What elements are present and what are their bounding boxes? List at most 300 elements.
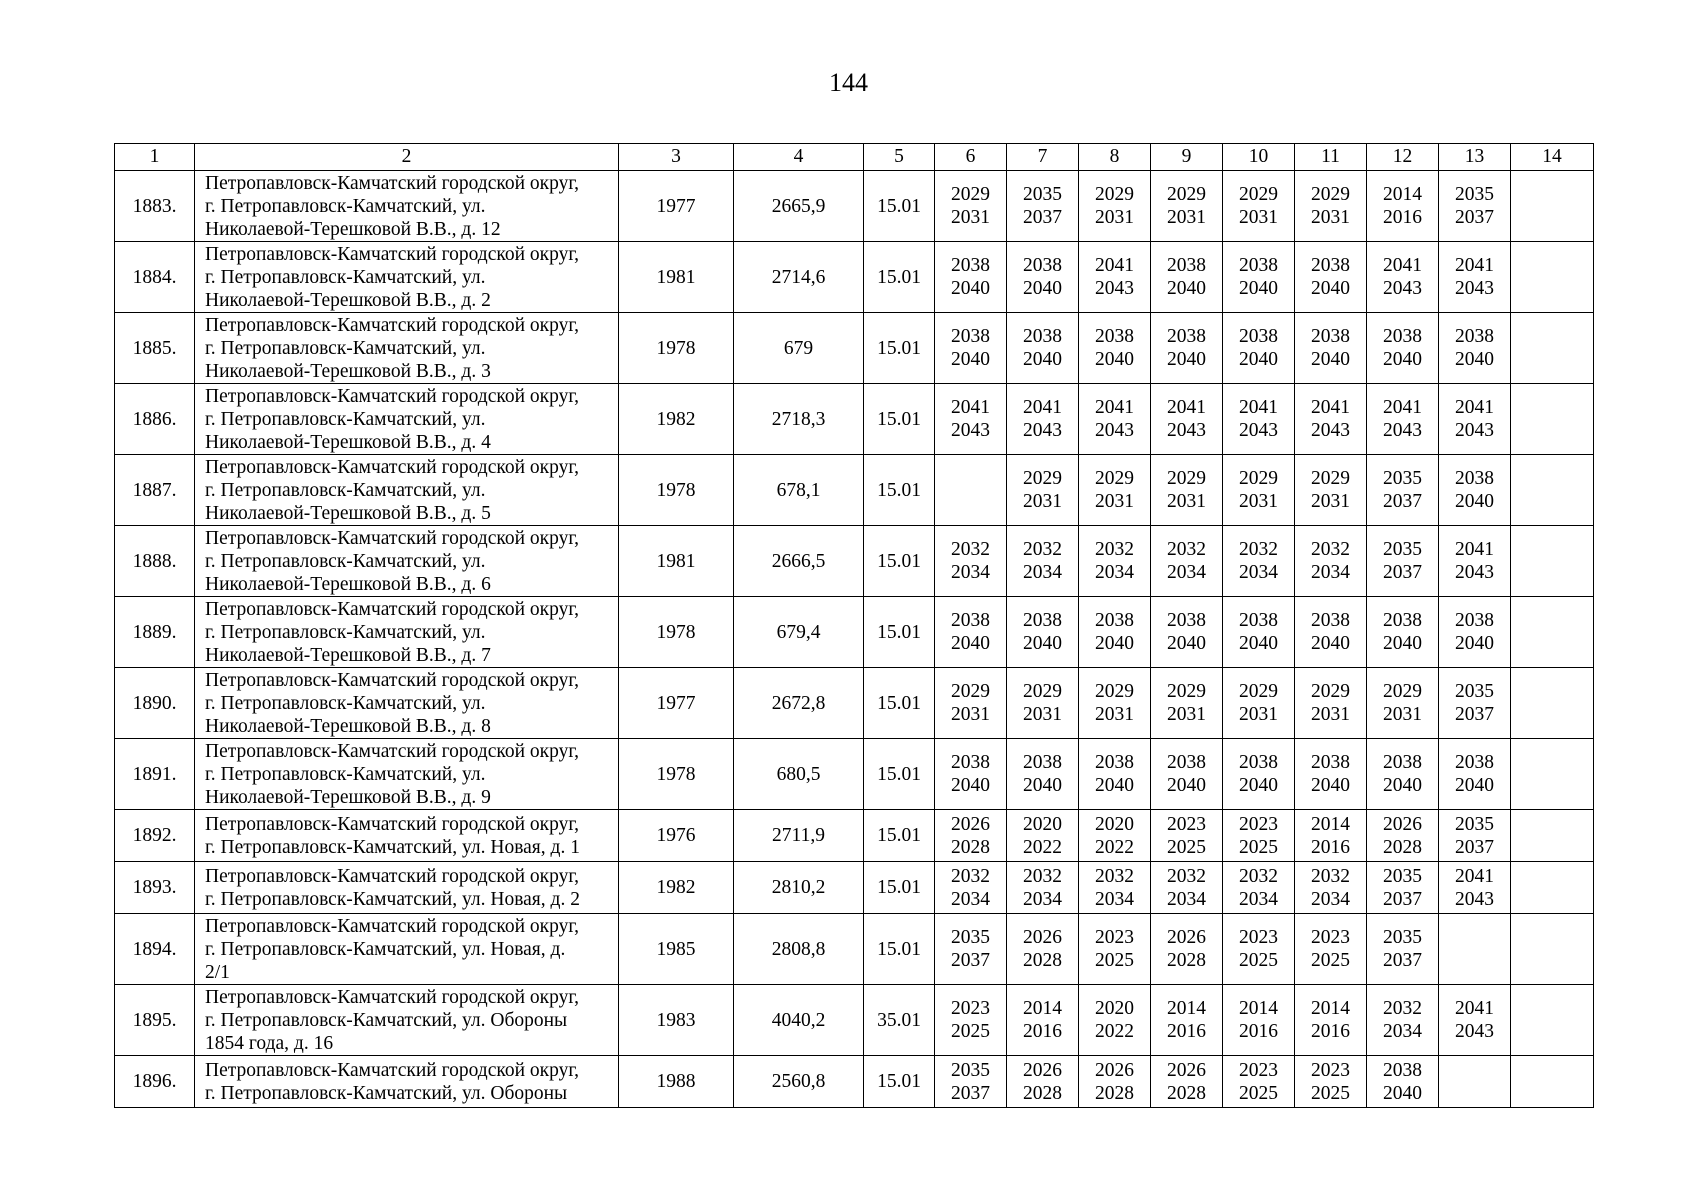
period-start: 2038: [951, 255, 990, 276]
address-cell: Петропавловск-Камчатский городской округ, г. Петропавловск-Камчатский, ул. Николаевой-Терешковой В.В., д. 12: [195, 171, 619, 242]
period-start: 2035: [1455, 184, 1494, 205]
period-start: 2035: [1455, 681, 1494, 702]
period-start: 2038: [1095, 326, 1134, 347]
period-cell: [1223, 668, 1295, 739]
column-header-6: 6: [935, 144, 1007, 171]
period-cell: [1439, 1056, 1511, 1108]
period-end: 2040: [1095, 349, 1134, 370]
area-cell: 678,1: [734, 455, 864, 526]
code-cell: 15.01: [864, 914, 935, 985]
column-14-cell: [1511, 739, 1594, 810]
period-start: 2029: [1095, 681, 1134, 702]
period-end: 2028: [1167, 950, 1206, 971]
period-end: 2040: [1095, 775, 1134, 796]
column-header-14: 14: [1511, 144, 1594, 171]
column-header-2: 2: [195, 144, 619, 171]
column-14-cell: [1511, 313, 1594, 384]
address-cell: Петропавловск-Камчатский городской округ, г. Петропавловск-Камчатский, ул. Новая, д. 1: [195, 810, 619, 862]
period-end: 2031: [1383, 704, 1422, 725]
period-end: 2037: [1455, 836, 1494, 858]
period-cell: [1007, 526, 1079, 597]
address-cell: Петропавловск-Камчатский городской округ, г. Петропавловск-Камчатский, ул. Николаевой-Терешковой В.В., д. 7: [195, 597, 619, 668]
period-cell: [1079, 171, 1151, 242]
build-year-cell: 1978: [619, 313, 734, 384]
period-start: 2029: [1239, 681, 1278, 702]
table-row: [115, 384, 1594, 455]
period-end: 2016: [1311, 836, 1350, 858]
period-start: 2038: [1167, 326, 1206, 347]
period-start: 2038: [1095, 610, 1134, 631]
period-end: 2034: [1239, 562, 1278, 583]
period-end: 2040: [951, 278, 990, 299]
period-start: 2032: [1311, 539, 1350, 560]
period-end: 2037: [1023, 207, 1062, 228]
period-cell: [1079, 313, 1151, 384]
period-start: 2041: [1311, 397, 1350, 418]
period-cell: [1295, 914, 1367, 985]
period-cell: [1151, 597, 1223, 668]
period-start: 2014: [1239, 998, 1278, 1019]
period-cell: [1439, 313, 1511, 384]
period-cell: [1079, 526, 1151, 597]
period-cell: [1223, 862, 1295, 914]
period-cell: [1079, 242, 1151, 313]
period-start: 2023: [1239, 813, 1278, 835]
period-end: 2037: [1455, 704, 1494, 725]
period-end: 2025: [1095, 950, 1134, 971]
code-cell: 15.01: [864, 242, 935, 313]
period-cell: [1079, 810, 1151, 862]
period-cell: [1151, 810, 1223, 862]
period-start: 2038: [951, 326, 990, 347]
period-end: 2040: [1239, 349, 1278, 370]
period-end: 2025: [1239, 1082, 1278, 1104]
period-start: 2023: [1311, 927, 1350, 948]
period-start: 2029: [1167, 681, 1206, 702]
period-cell: [1295, 862, 1367, 914]
period-start: 2029: [1167, 184, 1206, 205]
period-cell: [1367, 862, 1439, 914]
period-start: 2038: [951, 752, 990, 773]
area-cell: 2560,8: [734, 1056, 864, 1108]
period-end: 2016: [1023, 1021, 1062, 1042]
period-start: 2029: [1023, 681, 1062, 702]
period-cell: [935, 1056, 1007, 1108]
period-cell: [1151, 242, 1223, 313]
row-number: 1894.: [115, 914, 195, 985]
period-end: 2031: [1095, 491, 1134, 512]
period-end: 2040: [951, 633, 990, 654]
period-cell: [1079, 597, 1151, 668]
period-start: 2032: [1095, 539, 1134, 560]
period-start: 2035: [1383, 468, 1422, 489]
header-row: [115, 144, 1594, 171]
period-cell: [1007, 862, 1079, 914]
period-cell: [1439, 171, 1511, 242]
period-start: 2038: [1167, 752, 1206, 773]
table-row: [115, 1056, 1594, 1108]
period-start: 2035: [951, 1059, 990, 1081]
row-number: 1893.: [115, 862, 195, 914]
row-number: 1887.: [115, 455, 195, 526]
period-end: 2043: [1383, 278, 1422, 299]
period-start: 2032: [1167, 539, 1206, 560]
code-cell: 15.01: [864, 739, 935, 810]
period-cell: [1439, 526, 1511, 597]
period-cell: [1439, 914, 1511, 985]
table-row: [115, 455, 1594, 526]
period-cell: [1079, 668, 1151, 739]
period-cell: [1367, 171, 1439, 242]
period-start: 2029: [1239, 184, 1278, 205]
period-cell: [1439, 668, 1511, 739]
period-start: 2029: [1167, 468, 1206, 489]
table-row: [115, 985, 1594, 1056]
period-cell: [1079, 455, 1151, 526]
code-cell: 15.01: [864, 668, 935, 739]
build-year-cell: 1976: [619, 810, 734, 862]
period-end: 2040: [1455, 491, 1494, 512]
period-cell: [935, 597, 1007, 668]
code-cell: 15.01: [864, 597, 935, 668]
period-cell: [935, 242, 1007, 313]
area-cell: 2718,3: [734, 384, 864, 455]
period-start: 2023: [951, 998, 990, 1019]
column-header-10: 10: [1223, 144, 1295, 171]
address-cell: Петропавловск-Камчатский городской округ, г. Петропавловск-Камчатский, ул. Новая, д. 2/1: [195, 914, 619, 985]
period-cell: [1223, 526, 1295, 597]
build-year-cell: 1977: [619, 668, 734, 739]
period-start: 2041: [1455, 255, 1494, 276]
period-start: 2032: [1023, 539, 1062, 560]
period-start: 2041: [1455, 397, 1494, 418]
period-end: 2034: [1095, 888, 1134, 910]
period-end: 2031: [1167, 207, 1206, 228]
code-cell: 15.01: [864, 526, 935, 597]
period-end: 2025: [1311, 950, 1350, 971]
period-start: 2038: [1239, 326, 1278, 347]
period-end: 2028: [951, 836, 990, 858]
period-cell: [1295, 1056, 1367, 1108]
period-end: 2043: [1455, 562, 1494, 583]
period-end: 2028: [1023, 1082, 1062, 1104]
period-end: 2040: [1383, 775, 1422, 796]
period-cell: [1151, 1056, 1223, 1108]
period-cell: [1223, 1056, 1295, 1108]
period-start: 2020: [1023, 813, 1062, 835]
code-cell: 15.01: [864, 455, 935, 526]
period-end: 2025: [1167, 836, 1206, 858]
period-cell: [1007, 739, 1079, 810]
row-number: 1886.: [115, 384, 195, 455]
build-year-cell: 1988: [619, 1056, 734, 1108]
period-cell: [935, 739, 1007, 810]
period-cell: [1151, 739, 1223, 810]
period-end: 2043: [1455, 278, 1494, 299]
area-cell: 679,4: [734, 597, 864, 668]
period-start: 2029: [1239, 468, 1278, 489]
period-start: 2023: [1239, 1059, 1278, 1081]
period-end: 2031: [1239, 207, 1278, 228]
period-end: 2040: [1023, 775, 1062, 796]
period-end: 2034: [1095, 562, 1134, 583]
area-cell: 2665,9: [734, 171, 864, 242]
period-cell: [1223, 914, 1295, 985]
period-end: 2031: [1239, 704, 1278, 725]
period-cell: [1367, 1056, 1439, 1108]
period-end: 2031: [951, 207, 990, 228]
period-cell: [1295, 597, 1367, 668]
period-end: 2034: [1167, 888, 1206, 910]
period-start: 2029: [1383, 681, 1422, 702]
column-14-cell: [1511, 242, 1594, 313]
period-start: 2038: [1023, 610, 1062, 631]
period-start: 2038: [1455, 468, 1494, 489]
area-cell: 680,5: [734, 739, 864, 810]
code-cell: 15.01: [864, 313, 935, 384]
period-cell: [1439, 384, 1511, 455]
column-14-cell: [1511, 597, 1594, 668]
period-end: 2016: [1167, 1021, 1206, 1042]
column-header-4: 4: [734, 144, 864, 171]
code-cell: 15.01: [864, 810, 935, 862]
period-start: 2038: [1239, 610, 1278, 631]
period-end: 2031: [1095, 207, 1134, 228]
column-14-cell: [1511, 171, 1594, 242]
period-end: 2031: [1239, 491, 1278, 512]
period-start: 2014: [1311, 813, 1350, 835]
period-end: 2043: [1383, 420, 1422, 441]
period-start: 2032: [1383, 998, 1422, 1019]
period-end: 2034: [951, 888, 990, 910]
period-start: 2038: [1383, 326, 1422, 347]
column-14-cell: [1511, 526, 1594, 597]
area-cell: 2711,9: [734, 810, 864, 862]
period-start: 2032: [1239, 865, 1278, 887]
period-cell: [935, 862, 1007, 914]
period-start: 2020: [1095, 813, 1134, 835]
build-year-cell: 1981: [619, 526, 734, 597]
period-start: 2032: [951, 865, 990, 887]
code-cell: 15.01: [864, 1056, 935, 1108]
area-cell: 679: [734, 313, 864, 384]
build-year-cell: 1977: [619, 171, 734, 242]
period-cell: [1367, 313, 1439, 384]
period-start: 2038: [1167, 610, 1206, 631]
column-header-5: 5: [864, 144, 935, 171]
column-14-cell: [1511, 384, 1594, 455]
period-start: 2038: [1455, 326, 1494, 347]
period-cell: [1367, 455, 1439, 526]
period-end: 2031: [1023, 704, 1062, 725]
period-cell: [1367, 985, 1439, 1056]
build-year-cell: 1978: [619, 739, 734, 810]
period-end: 2040: [1383, 1082, 1422, 1104]
period-cell: [1295, 668, 1367, 739]
period-start: 2038: [1455, 610, 1494, 631]
period-end: 2043: [1095, 278, 1134, 299]
period-start: 2032: [1095, 865, 1134, 887]
period-cell: [1223, 384, 1295, 455]
period-cell: [935, 455, 1007, 526]
period-cell: [1223, 313, 1295, 384]
period-end: 2025: [1239, 950, 1278, 971]
period-cell: [1367, 668, 1439, 739]
period-start: 2026: [1167, 1059, 1206, 1081]
area-cell: 2714,6: [734, 242, 864, 313]
period-start: 2038: [1383, 1059, 1422, 1081]
period-cell: [1439, 985, 1511, 1056]
period-start: 2041: [1023, 397, 1062, 418]
build-year-cell: 1985: [619, 914, 734, 985]
period-start: 2041: [1239, 397, 1278, 418]
period-end: 2040: [1239, 775, 1278, 796]
period-cell: [1079, 1056, 1151, 1108]
period-start: 2026: [1167, 927, 1206, 948]
period-end: 2022: [1095, 836, 1134, 858]
build-year-cell: 1981: [619, 242, 734, 313]
period-start: 2026: [1023, 927, 1062, 948]
period-cell: [1367, 526, 1439, 597]
table-row: [115, 597, 1594, 668]
column-header-12: 12: [1367, 144, 1439, 171]
period-end: 2037: [1455, 207, 1494, 228]
table-row: [115, 668, 1594, 739]
period-cell: [1439, 242, 1511, 313]
period-start: 2041: [1455, 865, 1494, 887]
period-end: 2040: [1167, 775, 1206, 796]
period-cell: [1367, 384, 1439, 455]
period-cell: [1007, 242, 1079, 313]
period-end: 2031: [1167, 704, 1206, 725]
address-cell: Петропавловск-Камчатский городской округ, г. Петропавловск-Камчатский, ул. Николаевой-Терешковой В.В., д. 3: [195, 313, 619, 384]
column-header-13: 13: [1439, 144, 1511, 171]
period-cell: [1295, 455, 1367, 526]
period-end: 2016: [1383, 207, 1422, 228]
period-start: 2041: [951, 397, 990, 418]
period-cell: [1007, 914, 1079, 985]
period-start: 2029: [951, 184, 990, 205]
period-end: 2040: [951, 775, 990, 796]
period-end: 2043: [1455, 1021, 1494, 1042]
period-end: 2031: [1095, 704, 1134, 725]
period-start: 2029: [1023, 468, 1062, 489]
period-end: 2043: [1455, 888, 1494, 910]
period-start: 2029: [1311, 468, 1350, 489]
period-start: 2014: [1311, 998, 1350, 1019]
period-start: 2026: [1383, 813, 1422, 835]
period-cell: [1367, 810, 1439, 862]
period-end: 2040: [1455, 633, 1494, 654]
table-row: [115, 242, 1594, 313]
code-cell: 15.01: [864, 862, 935, 914]
period-end: 2040: [1239, 633, 1278, 654]
period-start: 2041: [1095, 397, 1134, 418]
period-start: 2023: [1167, 813, 1206, 835]
period-end: 2040: [1167, 349, 1206, 370]
period-cell: [1151, 313, 1223, 384]
period-cell: [1007, 985, 1079, 1056]
column-14-cell: [1511, 668, 1594, 739]
period-end: 2040: [1167, 633, 1206, 654]
period-start: 2038: [1167, 255, 1206, 276]
column-header-9: 9: [1151, 144, 1223, 171]
table-row: [115, 862, 1594, 914]
period-end: 2040: [1311, 775, 1350, 796]
row-number: 1895.: [115, 985, 195, 1056]
period-start: 2032: [951, 539, 990, 560]
period-cell: [1007, 668, 1079, 739]
period-cell: [1151, 914, 1223, 985]
code-cell: 15.01: [864, 171, 935, 242]
period-end: 2031: [951, 704, 990, 725]
period-cell: [1439, 862, 1511, 914]
row-number: 1889.: [115, 597, 195, 668]
period-end: 2037: [951, 950, 990, 971]
period-end: 2043: [1311, 420, 1350, 441]
code-cell: 35.01: [864, 985, 935, 1056]
period-cell: [1439, 739, 1511, 810]
period-start: 2014: [1383, 184, 1422, 205]
period-start: 2032: [1311, 865, 1350, 887]
column-header-8: 8: [1079, 144, 1151, 171]
period-end: 2040: [1455, 349, 1494, 370]
period-start: 2038: [1239, 752, 1278, 773]
period-end: 2037: [951, 1082, 990, 1104]
period-end: 2034: [1311, 562, 1350, 583]
period-cell: [1223, 455, 1295, 526]
period-cell: [1295, 171, 1367, 242]
area-cell: 2810,2: [734, 862, 864, 914]
address-cell: Петропавловск-Камчатский городской округ, г. Петропавловск-Камчатский, ул. Николаевой-Терешковой В.В., д. 2: [195, 242, 619, 313]
period-cell: [1151, 526, 1223, 597]
period-cell: [1079, 862, 1151, 914]
period-cell: [1367, 914, 1439, 985]
period-end: 2037: [1383, 888, 1422, 910]
address-cell: Петропавловск-Камчатский городской округ, г. Петропавловск-Камчатский, ул. Новая, д. 2: [195, 862, 619, 914]
column-header-1: 1: [115, 144, 195, 171]
period-cell: [1223, 597, 1295, 668]
period-end: 2043: [1095, 420, 1134, 441]
period-cell: [1295, 739, 1367, 810]
period-end: 2028: [1383, 836, 1422, 858]
period-start: 2035: [1383, 539, 1422, 560]
period-end: 2040: [1095, 633, 1134, 654]
period-start: 2038: [1311, 752, 1350, 773]
period-end: 2022: [1023, 836, 1062, 858]
period-start: 2038: [1023, 255, 1062, 276]
table-row: [115, 171, 1594, 242]
period-start: 2041: [1167, 397, 1206, 418]
period-end: 2031: [1311, 207, 1350, 228]
period-cell: [1367, 597, 1439, 668]
period-cell: [935, 985, 1007, 1056]
period-cell: [1079, 739, 1151, 810]
row-number: 1883.: [115, 171, 195, 242]
period-end: 2040: [1383, 633, 1422, 654]
page-number: 144: [829, 68, 868, 97]
address-cell: Петропавловск-Камчатский городской округ, г. Петропавловск-Камчатский, ул. Николаевой-Терешковой В.В., д. 9: [195, 739, 619, 810]
period-cell: [1439, 810, 1511, 862]
period-end: 2040: [1311, 278, 1350, 299]
period-cell: [1295, 985, 1367, 1056]
period-start: 2023: [1239, 927, 1278, 948]
period-start: 2029: [1311, 184, 1350, 205]
period-start: 2038: [1455, 752, 1494, 773]
period-cell: [1151, 384, 1223, 455]
period-start: 2041: [1095, 255, 1134, 276]
period-start: 2035: [1383, 865, 1422, 887]
